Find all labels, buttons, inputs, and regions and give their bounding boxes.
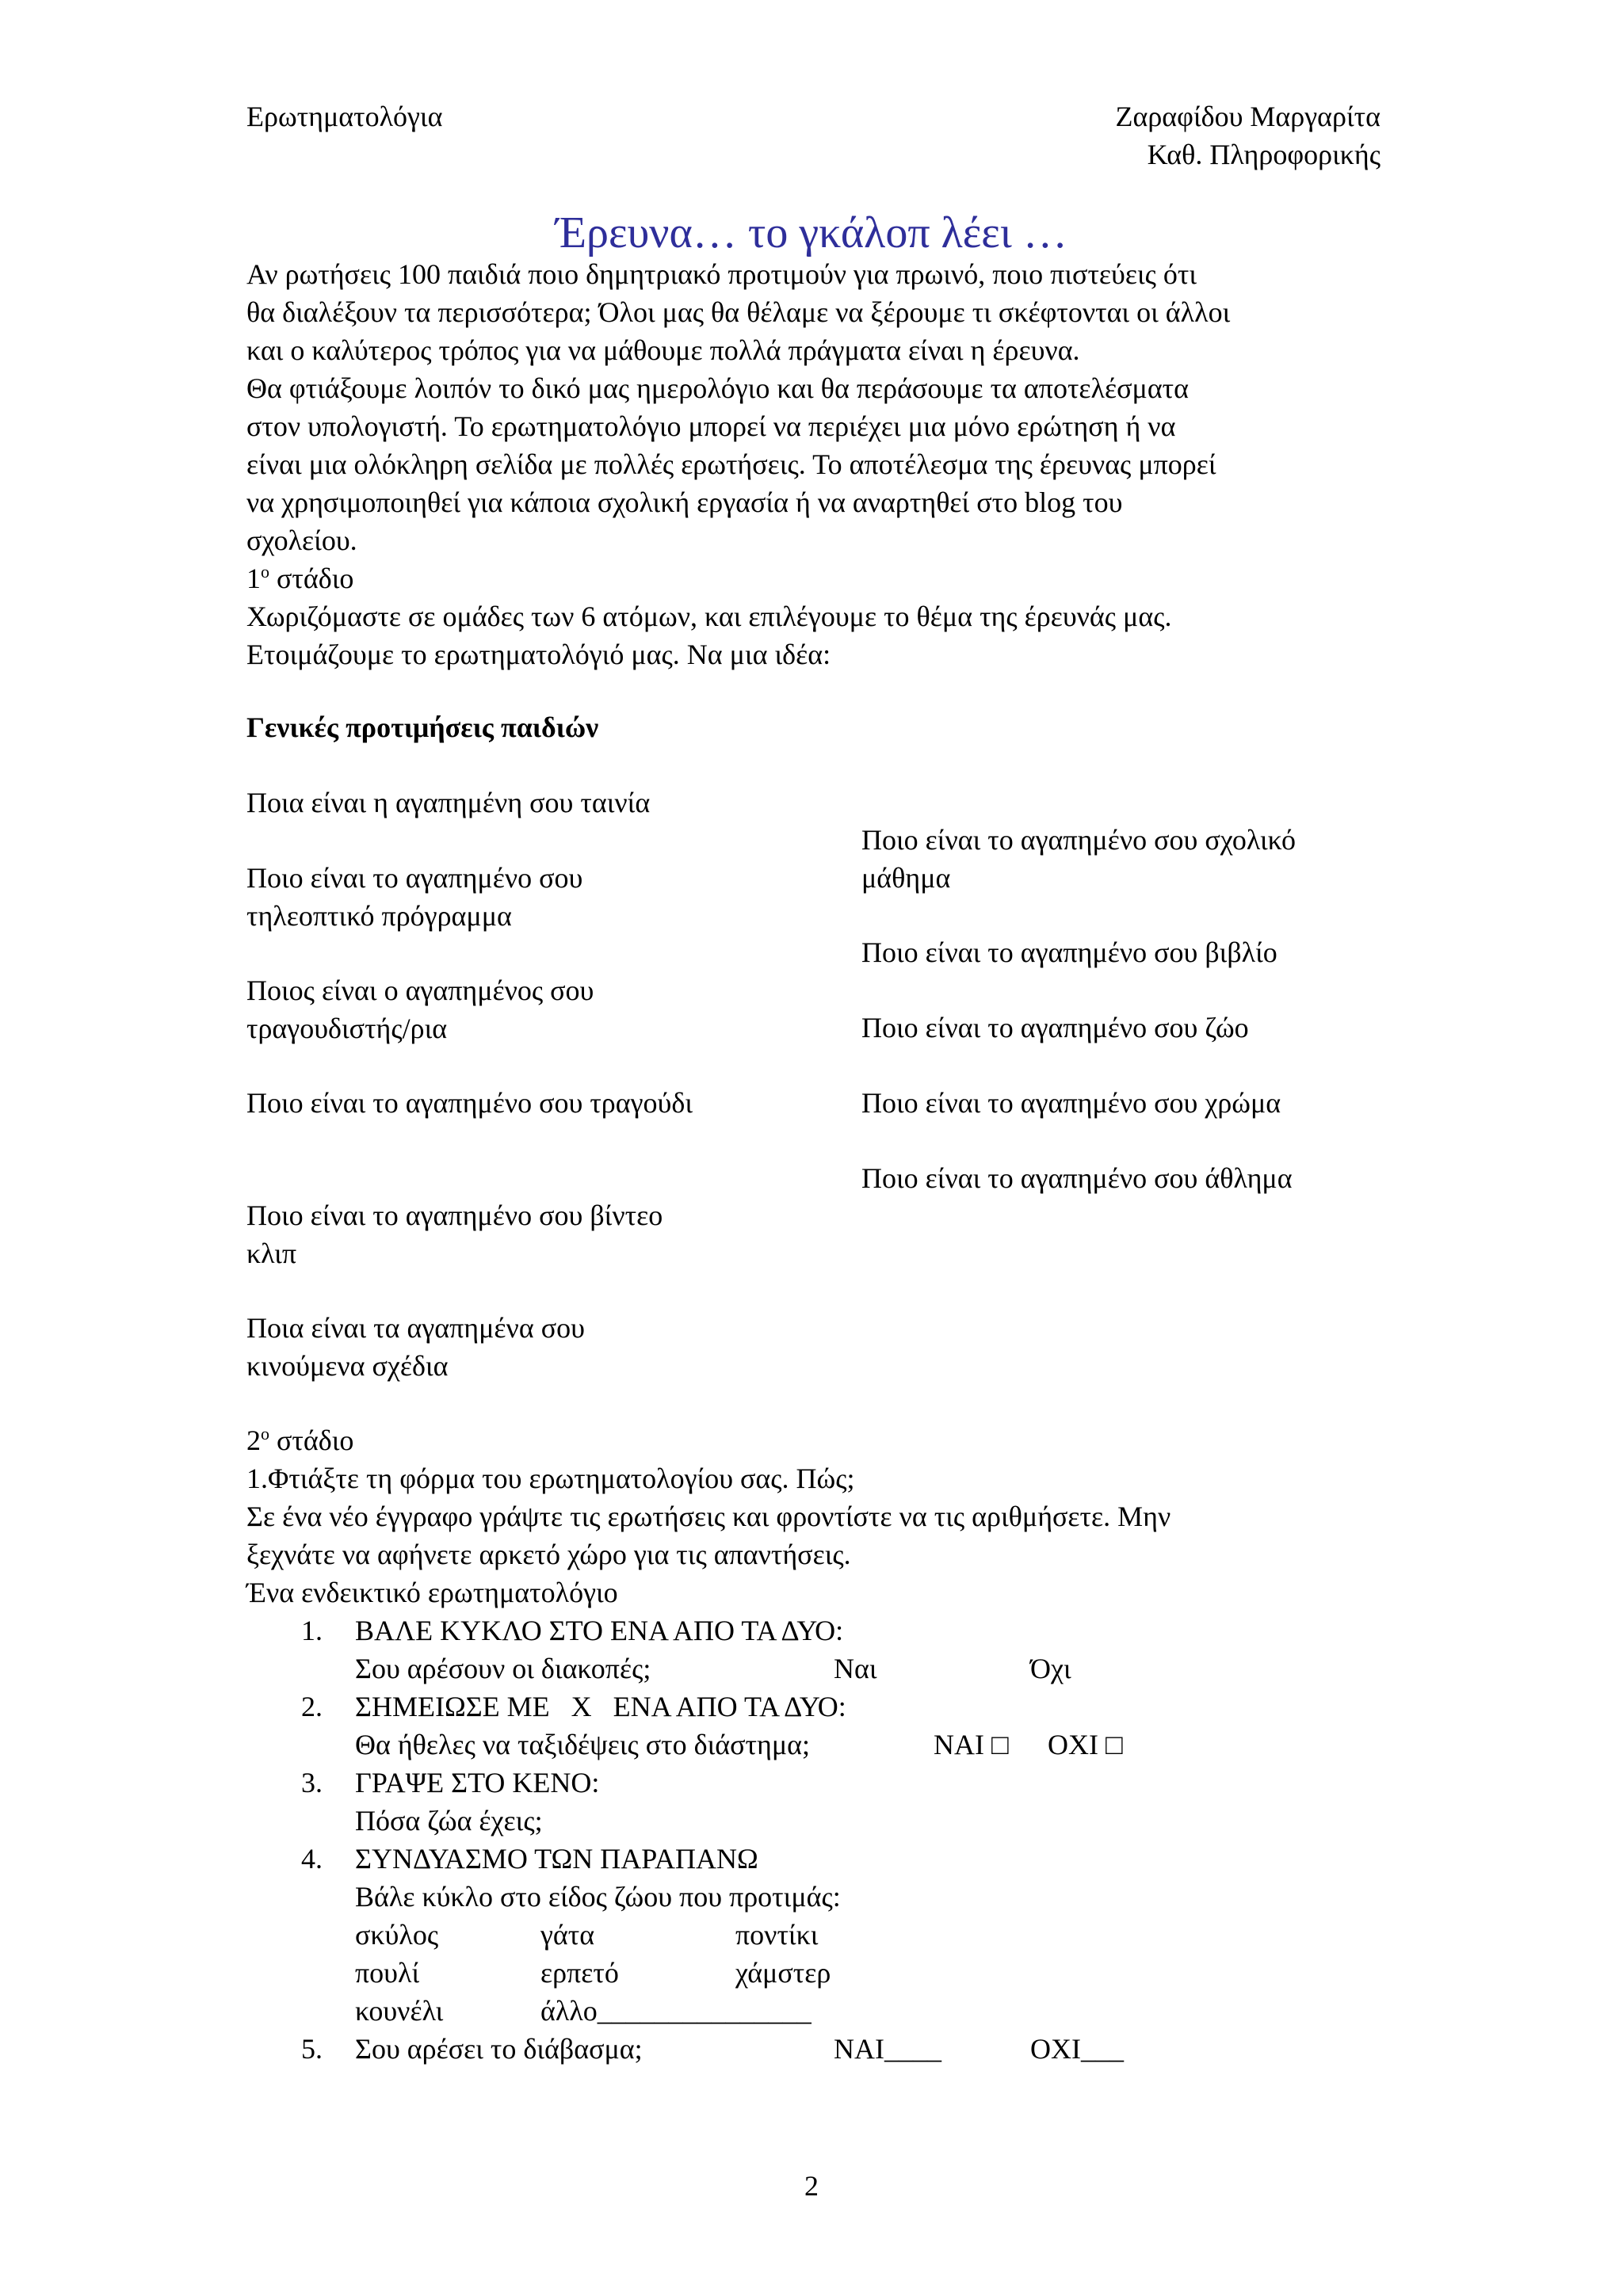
intro-line: να χρησιμοποιηθεί για κάποια σχολική εργασία ή να αναρτηθεί στο blog του bbox=[246, 486, 1123, 518]
intro-line: Αν ρωτήσεις 100 παιδιά ποιο δημητριακό προτιμούν για πρωινό, ποιο πιστεύεις ότι bbox=[246, 258, 1197, 290]
question-left: Ποιος είναι ο αγαπημένος σου τραγουδιστής/ρια bbox=[246, 974, 594, 1044]
intro-paragraph bbox=[246, 255, 1388, 673]
question-left: Ποια είναι η αγαπημένη σου ταινία bbox=[246, 787, 651, 818]
stage1-line: Ετοιμάζουμε το ερωτηματολόγιό μας. Να μια ιδέα: bbox=[246, 639, 831, 670]
intro-line: και ο καλύτερος τρόπος για να μάθουμε πολλά πράγματα είναι η έρευνα. bbox=[246, 334, 1080, 366]
question-right: Ποιο είναι το αγαπημένο σου ζώο bbox=[861, 1012, 1249, 1043]
stage2-line: Σε ένα νέο έγγραφο γράψτε τις ερωτήσεις και φροντίστε να τις αριθμήσετε. Μην bbox=[246, 1501, 1171, 1532]
intro-line: σχολείου. bbox=[246, 524, 357, 556]
stage2-line: 1.Φτιάξτε τη φόρμα του ερωτηματολογίου σας. Πώς; bbox=[246, 1463, 855, 1494]
question-left: Ποιο είναι το αγαπημένο σου τηλεοπτικό πρόγραμμα bbox=[246, 862, 583, 932]
intro-line: Θα φτιάξουμε λοιπόν το δικό μας ημερολόγιο και θα περάσουμε τα αποτελέσματα bbox=[246, 372, 1190, 404]
page-number: 2 bbox=[804, 2170, 819, 2202]
question-left: Ποιο είναι το αγαπημένο σου βίντεο κλιπ bbox=[246, 1199, 663, 1269]
stage1-heading: $1^o$ στάδιο bbox=[246, 562, 354, 594]
answer-yes: Ναι bbox=[834, 1653, 877, 1684]
intro-line: είναι μια ολόκληρη σελίδα με πολλές ερωτήσεις. Το αποτέλεσμα της έρευνας μπορεί bbox=[246, 448, 1216, 480]
question-right: Ποιο είναι το αγαπημένο σου σχολικό μάθημα bbox=[861, 824, 1296, 894]
stage2-line: ξεχνάτε να αφήνετε αρκετό χώρο για τις απαντήσεις. bbox=[246, 1539, 851, 1570]
header-left: Ερωτηματολόγια bbox=[246, 101, 443, 132]
question-right: Ποιο είναι το αγαπημένο σου άθλημα bbox=[861, 1162, 1293, 1194]
intro-line: θα διαλέξουν τα περισσότερα; Όλοι μας θα θέλαμε να ξέρουμε τι σκέφτονται οι άλλοι bbox=[246, 296, 1231, 328]
answer-yes: ΝΑΙ____ bbox=[834, 2033, 941, 2065]
author-name: Ζαραφίδου Μαργαρίτα bbox=[1115, 101, 1381, 132]
answer-yes: ΝΑΙ □ bbox=[934, 1729, 1009, 1760]
intro-line: στον υπολογιστή. Το ερωτηματολόγιο μπορεί να περιέχει μια μόνο ερώτηση ή να bbox=[246, 410, 1176, 442]
header-right bbox=[1115, 97, 1381, 174]
stage2-line: Ένα ενδεικτικό ερωτηματολόγιο bbox=[246, 1577, 618, 1608]
page-title: Έρευνα… το γκάλοπ λέει … bbox=[556, 208, 1067, 257]
stage2-heading: $2^o$ στάδιο bbox=[246, 1424, 354, 1456]
author-title: Καθ. Πληροφορικής bbox=[1147, 139, 1381, 170]
question-right: Ποιο είναι το αγαπημένο σου βιβλίο bbox=[861, 936, 1277, 968]
question-left: Ποιο είναι το αγαπημένο σου τραγούδι bbox=[246, 1087, 693, 1119]
answer-no: Όχι bbox=[1030, 1653, 1071, 1684]
answer-no: ΟΧΙ___ bbox=[1030, 2033, 1124, 2065]
section-heading: Γενικές προτιμήσεις παιδιών bbox=[246, 711, 599, 743]
question-right: Ποιο είναι το αγαπημένο σου χρώμα bbox=[861, 1087, 1281, 1119]
stage1-line: Χωριζόμαστε σε ομάδες των 6 ατόμων, και επιλέγουμε το θέμα της έρευνάς μας. bbox=[246, 601, 1172, 632]
stage2-block bbox=[246, 1421, 1388, 1611]
question-left: Ποια είναι τα αγαπημένα σου κινούμενα σχέδια bbox=[246, 1312, 585, 1382]
answer-no: ΟΧΙ □ bbox=[1048, 1729, 1123, 1760]
